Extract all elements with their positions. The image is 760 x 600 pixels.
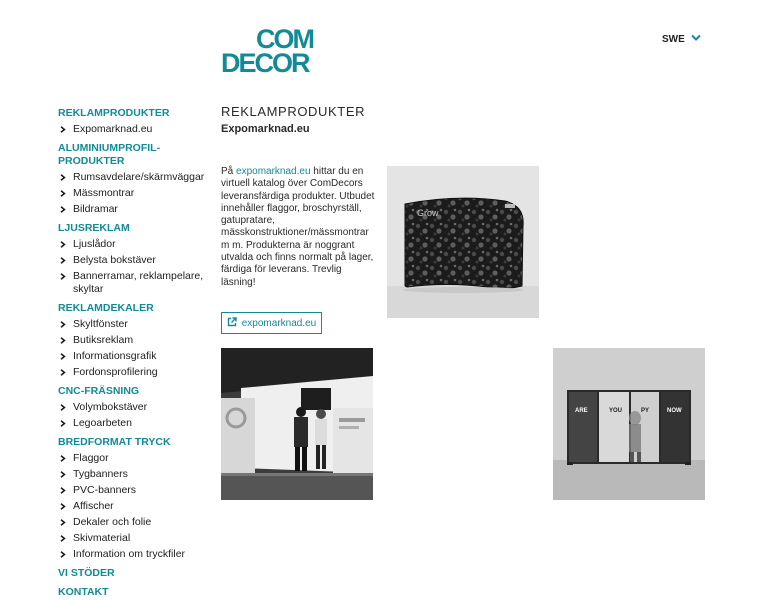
chevron-right-icon bbox=[58, 350, 68, 363]
chevron-right-icon bbox=[58, 334, 68, 347]
sidebar-item[interactable] bbox=[58, 203, 218, 216]
sidebar-item-label: Fordonsprofilering bbox=[73, 366, 158, 378]
sidebar-item-label: Rumsavdelare/skärmväggar bbox=[73, 171, 205, 183]
sidebar-item[interactable] bbox=[58, 123, 218, 136]
sidebar-item-label: Affischer bbox=[73, 500, 114, 512]
language-selector[interactable] bbox=[662, 34, 701, 45]
sidebar-category[interactable]: REKLAMPRODUKTER bbox=[58, 107, 170, 119]
sidebar-item[interactable] bbox=[58, 171, 218, 184]
sidebar-item-label: Informationsgrafik bbox=[73, 350, 157, 362]
sidebar-item[interactable] bbox=[58, 452, 218, 465]
sidebar-item-label: Volymbokstäver bbox=[73, 401, 148, 413]
sidebar-category[interactable]: LJUSREKLAM bbox=[58, 222, 130, 234]
sidebar-item[interactable] bbox=[58, 187, 218, 200]
sidebar-nav bbox=[58, 107, 218, 599]
sidebar-item[interactable] bbox=[58, 254, 218, 267]
desc-body: hittar du en virtuell katalog över ComDecors leveransfärdiga produkter. Utbudet innehåller flaggor, broschyrställ, gatupratare, mässkonstruktioner/mässmontrarm m. Produkterna är noggrant utvalda och finns normalt på lager, färdiga för leverans. Trevlig läsning! bbox=[221, 166, 375, 288]
sidebar-item-label: Mässmontrar bbox=[73, 187, 135, 199]
desc-prefix: På bbox=[221, 166, 237, 177]
expomarknad-inline-link[interactable]: expomarknad.eu bbox=[236, 166, 311, 177]
chevron-right-icon bbox=[58, 318, 68, 331]
sidebar-item-label: Belysta bokstäver bbox=[73, 254, 156, 266]
sidebar-category[interactable]: CNC-FRÄSNING bbox=[58, 385, 140, 397]
sidebar-item-label: Bildramar bbox=[73, 203, 118, 215]
sidebar-item-label: Flaggor bbox=[73, 452, 109, 464]
sidebar-item[interactable] bbox=[58, 468, 218, 481]
sidebar-item-label: Tygbanners bbox=[73, 468, 128, 480]
sidebar-category[interactable]: VI STÖDER bbox=[58, 567, 115, 579]
chevron-right-icon bbox=[58, 417, 68, 430]
sidebar-item-label: Bannerramar, reklampelare, skyltar bbox=[73, 270, 204, 295]
sidebar-item[interactable] bbox=[58, 516, 218, 529]
sidebar-category[interactable]: ALUMINIUMPROFIL-PRODUKTER bbox=[58, 142, 161, 167]
chevron-right-icon bbox=[58, 516, 68, 529]
chevron-right-icon bbox=[58, 484, 68, 497]
chevron-right-icon bbox=[58, 401, 68, 414]
description-text bbox=[221, 166, 377, 289]
sidebar-item[interactable] bbox=[58, 500, 218, 513]
frame-word-4: NOW bbox=[667, 408, 682, 414]
chevron-right-icon bbox=[58, 548, 68, 561]
chevron-right-icon bbox=[58, 452, 68, 465]
expomarknad-button-label: expomarknad.eu bbox=[241, 317, 317, 329]
chevron-right-icon bbox=[58, 171, 68, 184]
external-link-icon bbox=[227, 317, 237, 330]
chevron-right-icon bbox=[58, 270, 68, 283]
sidebar-item[interactable] bbox=[58, 334, 218, 347]
sidebar-item-label: Legoarbeten bbox=[73, 417, 132, 429]
language-label: SWE bbox=[662, 34, 685, 45]
sidebar-item[interactable] bbox=[58, 532, 218, 545]
sidebar-item-label: Dekaler och folie bbox=[73, 516, 152, 528]
sidebar-category[interactable]: KONTAKT bbox=[58, 586, 109, 598]
sidebar-item-label: Skyltfönster bbox=[73, 318, 128, 330]
chevron-right-icon bbox=[58, 187, 68, 200]
sidebar-item-label: Expomarknad.eu bbox=[73, 123, 153, 135]
chevron-right-icon bbox=[58, 366, 68, 379]
logo-line-2: DECOR bbox=[221, 48, 309, 78]
banner-text: Grow bbox=[417, 208, 439, 218]
photo-frame-wall bbox=[553, 348, 705, 500]
chevron-right-icon bbox=[58, 254, 68, 267]
chevron-right-icon bbox=[58, 532, 68, 545]
sidebar-item[interactable] bbox=[58, 318, 218, 331]
sidebar-category[interactable]: BREDFORMAT TRYCK bbox=[58, 436, 171, 448]
sidebar-category[interactable]: REKLAMDEKALER bbox=[58, 302, 154, 314]
sidebar-item-label: Butiksreklam bbox=[73, 334, 134, 346]
sidebar-item[interactable] bbox=[58, 417, 218, 430]
chevron-right-icon bbox=[58, 468, 68, 481]
sidebar-item[interactable] bbox=[58, 484, 218, 497]
frame-word-1: ARE bbox=[575, 408, 588, 414]
sidebar-item-label: Ljuslådor bbox=[73, 238, 116, 250]
brand-logo[interactable] bbox=[221, 24, 329, 78]
sidebar-item[interactable] bbox=[58, 401, 218, 414]
logo-line-1: COM bbox=[256, 24, 313, 54]
chevron-right-icon bbox=[58, 203, 68, 216]
frame-word-2: YOU bbox=[609, 408, 623, 414]
page-subtitle: Expomarknad.eu bbox=[221, 123, 310, 135]
sidebar-item[interactable] bbox=[58, 238, 218, 251]
sidebar-item-label: Information om tryckfiler bbox=[73, 548, 186, 560]
sidebar-item-label: Skivmaterial bbox=[73, 532, 131, 544]
photo-curved-banner bbox=[387, 166, 539, 318]
chevron-right-icon bbox=[58, 500, 68, 513]
photo-expo-stand bbox=[221, 348, 373, 500]
chevron-down-icon bbox=[691, 34, 701, 45]
sidebar-item[interactable] bbox=[58, 366, 218, 379]
chevron-right-icon bbox=[58, 238, 68, 251]
expomarknad-button[interactable] bbox=[221, 312, 322, 334]
chevron-right-icon bbox=[58, 123, 68, 136]
page-title: REKLAMPRODUKTER bbox=[221, 104, 366, 119]
sidebar-item[interactable] bbox=[58, 270, 218, 296]
sidebar-item[interactable] bbox=[58, 548, 218, 561]
sidebar-item-label: PVC-banners bbox=[73, 484, 137, 496]
sidebar-item[interactable] bbox=[58, 350, 218, 363]
frame-word-3: PY bbox=[641, 408, 650, 414]
